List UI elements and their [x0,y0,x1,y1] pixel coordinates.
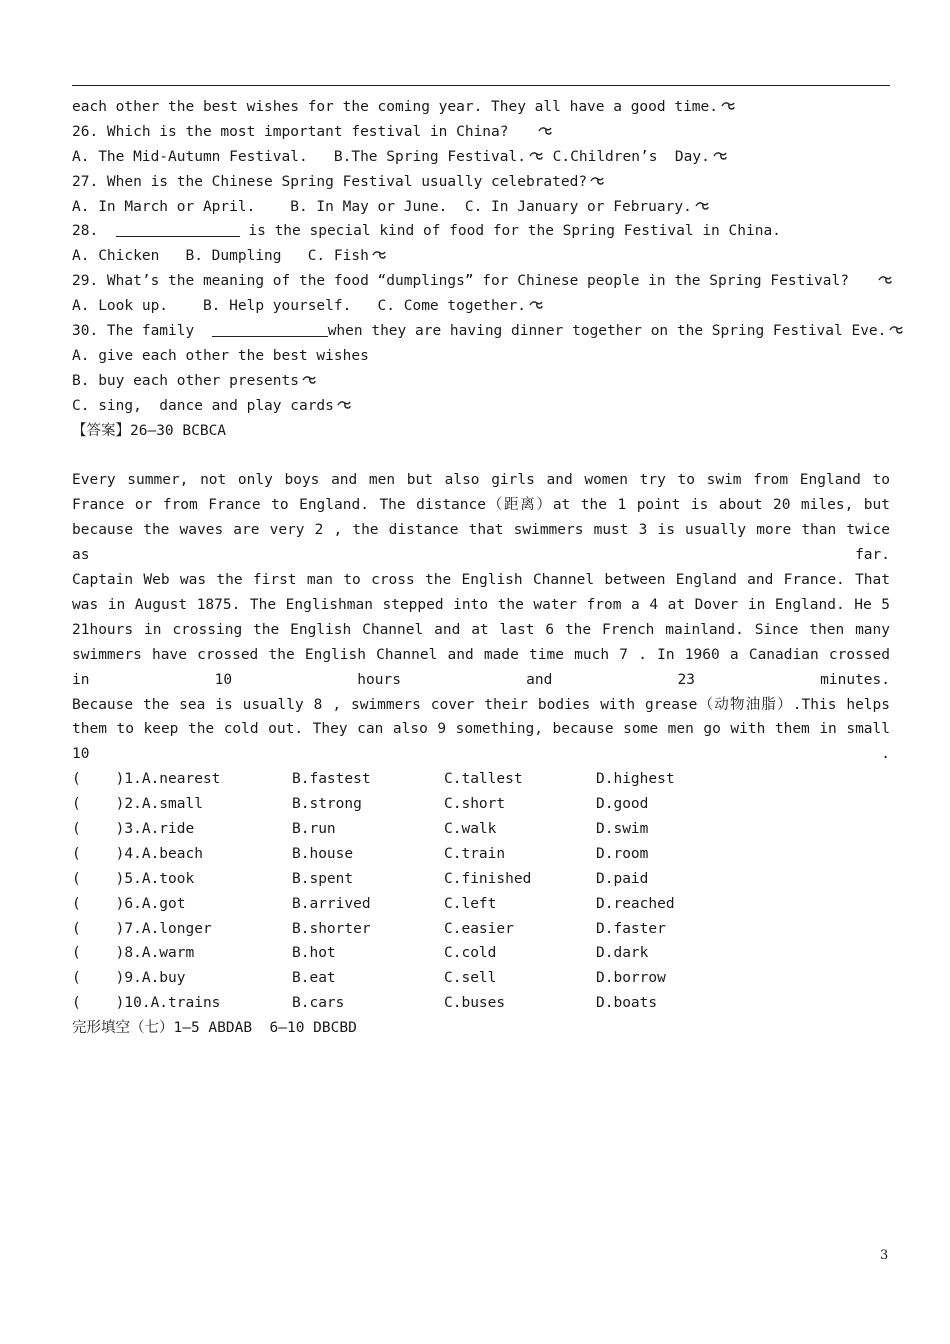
options-text: A. Look up. B. Help yourself. C. Come together. [72,298,526,315]
paragraph-mark-icon [528,299,544,311]
option-d: D.paid [596,870,649,887]
header-rule [72,85,890,86]
option-row [72,941,890,966]
option-b: B.hot [292,945,336,962]
option-text: B. buy each other presents [72,372,299,389]
option-row [72,991,890,1016]
option-num: ( )4.A.beach [72,845,203,862]
option-c: C.easier [444,920,514,937]
option-num: ( )8.A.warm [72,945,195,962]
option-c: C.walk [444,820,497,837]
option-d: D.faster [596,920,666,937]
option-b: B.eat [292,970,336,987]
question-text: when they are having dinner together on the Spring Festival Eve. [327,323,887,340]
question-text: 27. When is the Chinese Spring Festival usually celebrated? [72,173,588,190]
option-b: B.cars [292,995,345,1012]
option-num: ( )9.A.buy [72,970,186,987]
passage-paragraph-2: Captain Web was the first man to cross the English Channel between England and France. That was in August 1875. The Englishman stepped into the water from a 4 at Dover in England. He 5 21hours in crossing the English Channel and at last 6 the French mainland. Since then many swimmers have crossed the English Channel and made time much 7 . In 1960 a Canadian crossed in 10 hours and 23 minutes. [72,571,890,688]
question-27-options [72,195,890,220]
option-row [72,966,890,991]
question-29 [72,269,890,294]
option-d: D.reached [596,895,675,912]
question-30-option-a [72,344,890,369]
answer-text: 完形填空（七）1—5 ABDAB 6—10 DBCBD [72,1020,357,1037]
paragraph-mark-icon [877,274,893,286]
option-c: C.finished [444,870,532,887]
option-b: B.run [292,820,336,837]
question-text: 30. The family [72,323,212,340]
option-d: D.swim [596,820,649,837]
option-d: D.boats [596,995,658,1012]
option-b: B.spent [292,870,354,887]
option-c: C.short [444,796,506,813]
page-content [72,95,890,1041]
option-row [72,842,890,867]
option-c: C.train [444,845,506,862]
option-num: ( )2.A.small [72,796,203,813]
option-b: B.strong [292,796,362,813]
options-table [72,767,890,1016]
option-d: D.highest [596,771,675,788]
paragraph-mark-icon [712,150,728,162]
option-num: ( )5.A.took [72,870,195,887]
question-30-option-c [72,394,890,419]
option-d: D.good [596,796,649,813]
option-b: B.arrived [292,895,371,912]
option-row [72,892,890,917]
paragraph-mark-icon [720,100,736,112]
option-d: D.borrow [596,970,666,987]
options-text: A. In March or April. B. In May or June. C. In January or February. [72,198,692,215]
option-d: D.dark [596,945,649,962]
option-c: C.Children’s Day. [543,148,710,165]
paragraph-mark-icon [589,175,605,187]
option-row [72,817,890,842]
options-text: A. Chicken B. Dumpling C. Fish [72,248,369,265]
question-28 [72,219,890,244]
option-c: C.buses [444,995,506,1012]
paragraph-mark-icon [336,399,352,411]
text-line [72,95,890,120]
question-26 [72,120,890,145]
answer-blank [212,320,328,337]
spacer [72,443,890,468]
paragraph-mark-icon [301,374,317,386]
options-text: A. The Mid-Autumn Festival. B.The Spring Festival. [72,148,526,165]
option-d: D.room [596,845,649,862]
answer-key-2 [72,1016,890,1041]
option-text: A. give each other the best wishes [72,347,369,364]
question-text: 29. What’s the meaning of the food “dumplings” for Chinese people in the Spring Festival? [72,273,849,290]
option-row [72,767,890,792]
passage-paragraph-1: Every summer, not only boys and men but also girls and women try to swim from England to France or from France to England. The distance（距离）at the 1 point is about 20 miles, but because the waves are very 2 , the distance that swimmers must 3 is usually more than twice as far. [72,472,890,564]
option-row [72,917,890,942]
option-b: B.house [292,845,354,862]
question-29-options [72,294,890,319]
option-num: ( )3.A.ride [72,820,195,837]
option-num: ( )1.A.nearest [72,771,221,788]
option-b: B.shorter [292,920,371,937]
answer-text: 【答案】26—30 BCBCA [72,422,227,439]
paragraph-mark-icon [371,249,387,261]
option-c: C.cold [444,945,497,962]
page-number: 3 [880,1248,889,1263]
question-number: 28. [72,223,107,240]
option-c: C.tallest [444,771,523,788]
question-text: is the special kind of food for the Spring Festival in China. [239,223,781,240]
option-row [72,792,890,817]
paragraph-mark-icon [888,324,904,336]
question-30-option-b [72,369,890,394]
question-26-options [72,145,890,170]
option-num: ( )7.A.longer [72,920,212,937]
option-row [72,867,890,892]
answer-blank [116,220,240,237]
option-c: C.sell [444,970,497,987]
option-num: ( )6.A.got [72,895,186,912]
text: each other the best wishes for the coming year. They all have a good time. [72,99,719,115]
question-30 [72,319,890,344]
paragraph-mark-icon [537,125,553,137]
question-28-options [72,244,890,269]
question-27 [72,170,890,195]
option-num: ( )10.A.trains [72,995,221,1012]
answer-key-1 [72,419,890,444]
passage-paragraph-3: Because the sea is usually 8 , swimmers cover their bodies with grease（动物油脂）.This helps them to keep the cold out. They can also 9 something, because some men go with them in small 10 . [72,696,890,763]
option-b: B.fastest [292,771,371,788]
option-text: C. sing, dance and play cards [72,397,334,414]
option-c: C.left [444,895,497,912]
question-text: 26. Which is the most important festival in China? [72,123,509,140]
paragraph-mark-icon [694,200,710,212]
paragraph-mark-icon [528,150,544,162]
